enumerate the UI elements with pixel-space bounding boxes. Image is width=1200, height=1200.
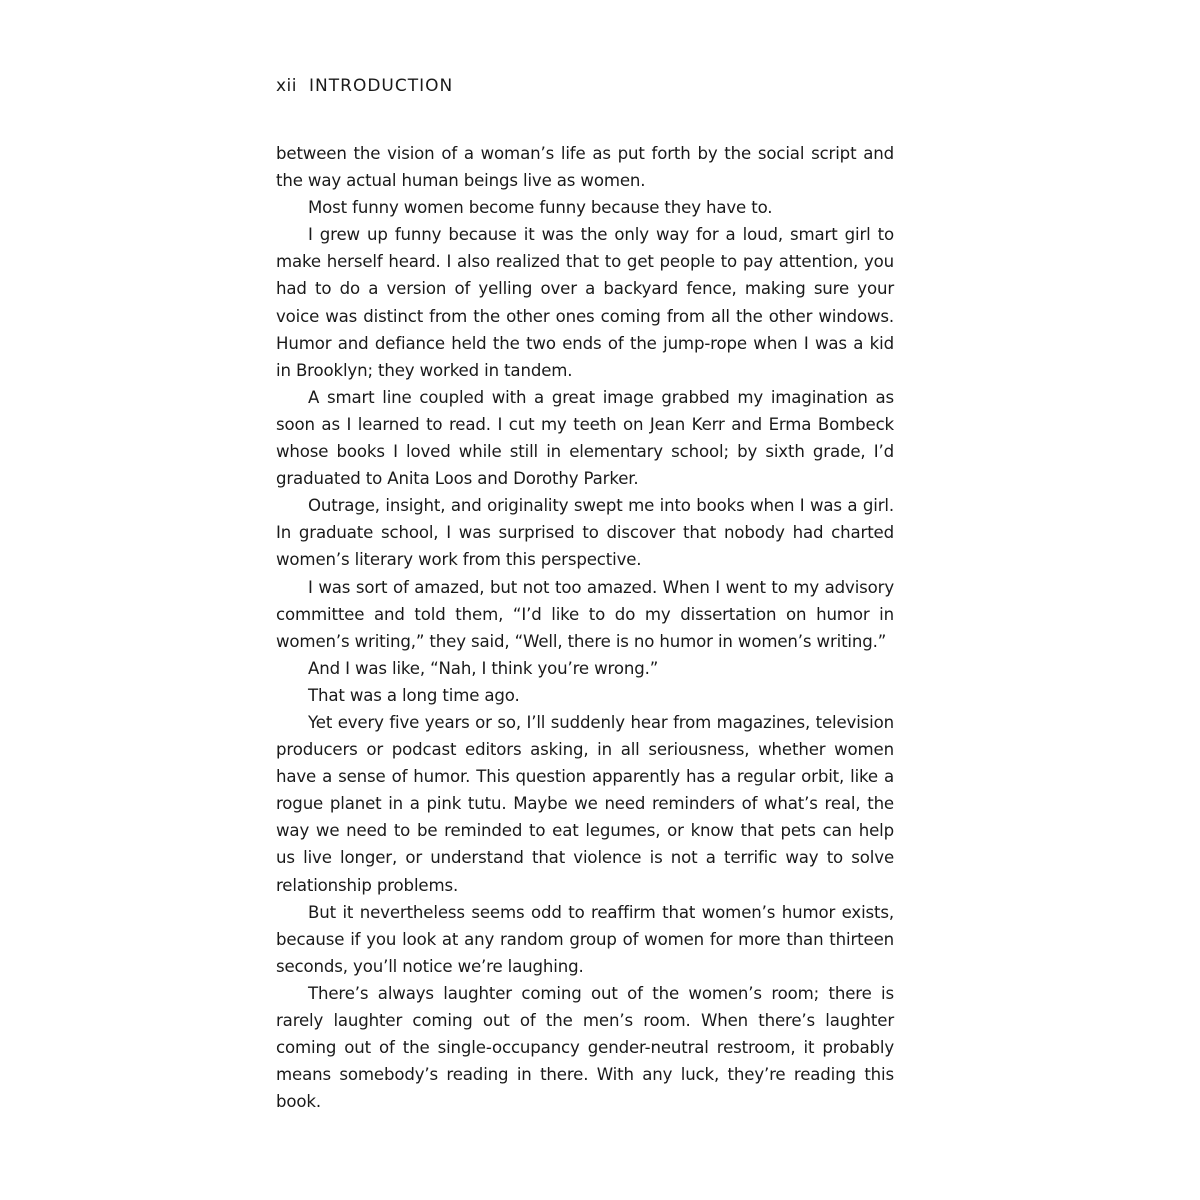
paragraph: A smart line coupled with a great image grabbed my imagination as soon as I learned to read. I cut my teeth on Jean Kerr and Erma Bombeck whose books I loved while still in elementary school; by sixth grade, I’d graduated to Anita Loos and Dorothy Parker. [276,387,894,489]
paragraph: I grew up funny because it was the only way for a loud, smart girl to make herself heard. I also realized that to get people to pay attention, you had to do a version of yelling over a backyard fence, making sure your voice was distinct from the other ones coming from all the other windows. Humor and defiance held the two ends of the jump-rope when I was a kid in Brooklyn; they worked in tandem. [276,225,894,380]
paragraph: There’s always laughter coming out of the women’s room; there is rarely laughter coming out of the men’s room. When there’s laughter coming out of the single-occupancy gender-neutral restroom, it probably means somebody’s reading in there. With any luck, they’re reading this book. [276,983,894,1112]
paragraph: I was sort of amazed, but not too amazed. When I went to my advisory committee and told them, “I’d like to do my dissertation on humor in women’s writing,” they said, “Well, there is no humor in women’s writing.” [276,577,894,651]
book-page [276,76,894,1115]
paragraph: And I was like, “Nah, I think you’re wrong.” [308,658,659,678]
page-number: xii [276,76,298,96]
paragraph: Most funny women become funny because they have to. [308,198,773,218]
paragraph: Outrage, insight, and originality swept me into books when I was a girl. In graduate school, I was surprised to discover that nobody had charted women’s literary work from this perspective. [276,496,894,570]
paragraph: That was a long time ago. [308,685,520,705]
paragraph: But it nevertheless seems odd to reaffirm that women’s humor exists, because if you look at any random group of women for more than thirteen seconds, you’ll notice we’re laughing. [276,902,894,976]
body-text [276,140,894,1115]
running-head [276,76,894,108]
paragraph: between the vision of a woman’s life as put forth by the social script and the way actual human beings live as women. [276,144,894,191]
paragraph: Yet every five years or so, I’ll suddenly hear from magazines, television producers or podcast editors asking, in all seriousness, whether women have a sense of humor. This question apparently has a regular orbit, like a rogue planet in a pink tutu. Maybe we need reminders of what’s real, the way we need to be reminded to eat legumes, or know that pets can help us live longer, or understand that violence is not a terrific way to solve relationship problems. [276,712,894,895]
chapter-title: INTRODUCTION [309,76,454,96]
